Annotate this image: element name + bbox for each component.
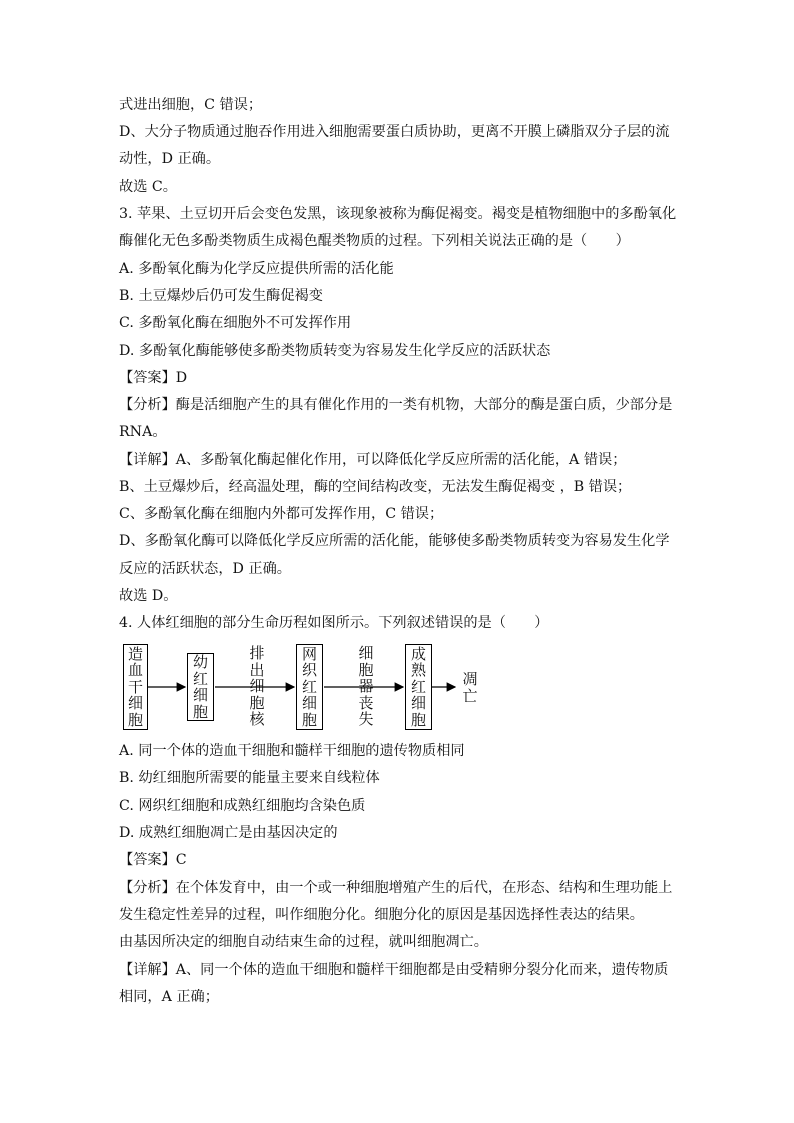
detail-text: C、多酚氧化酶在细胞内外都可发挥作用，C 错误； xyxy=(119,506,444,522)
answer-label: 【答案】C xyxy=(119,852,187,868)
box-label: 成 熟 红 细 胞 xyxy=(410,644,426,729)
analysis-text: 由基因所决定的细胞自动结束生命的过程，就叫细胞凋亡。 xyxy=(119,934,488,950)
arrow-label-organelle-loss xyxy=(356,645,376,728)
detail-text: D、多酚氧化酶可以降低化学反应所需的活化能，能够使多酚类物质转变为容易发生化学 xyxy=(119,533,670,549)
box-label: 造 血 干 细 胞 xyxy=(127,644,143,729)
option-b: B. 土豆爆炒后仍可发生酶促褐变 xyxy=(119,288,323,304)
question-3-stem: 3. 苹果、土豆切开后会变色发黑，该现象被称为酶促褐变。褐变是植物细胞中的多酚氧化 xyxy=(119,206,677,222)
analysis-text: 【分析】酶是活细胞产生的具有催化作用的一类有机物，大部分的酶是蛋白质，少部分是 xyxy=(119,397,673,413)
question-4-stem: 4. 人体红细胞的部分生命历程如图所示。下列叙述错误的是（ ） xyxy=(119,615,549,631)
end-label-apoptosis xyxy=(460,671,480,704)
detail-text: 反应的活跃状态，D 正确。 xyxy=(119,561,291,577)
option-c: C. 网织红细胞和成熟红细胞均含染色质 xyxy=(119,798,366,814)
analysis-text: 发生稳定性差异的过程，叫作细胞分化。细胞分化的原因是基因选择性表达的结果。 xyxy=(119,907,644,923)
box-mature-red-cell xyxy=(405,644,432,730)
detail-text: 相同，A 正确； xyxy=(119,989,219,1005)
text-line: 动性，D 正确。 xyxy=(119,151,221,167)
text-line: 故选 C。 xyxy=(119,179,177,195)
detail-text: 【详解】A、同一个体的造血干细胞和髓样干细胞都是由受精卵分裂分化而来，遗传物质 xyxy=(119,962,669,978)
box-label: 网 织 红 细 胞 xyxy=(301,644,317,729)
option-d: D. 成熟红细胞凋亡是由基因决定的 xyxy=(119,825,338,841)
option-c: C. 多酚氧化酶在细胞外不可发挥作用 xyxy=(119,315,352,331)
text-line: 式进出细胞，C 错误； xyxy=(119,97,263,113)
red-cell-lifecycle-diagram xyxy=(119,642,499,732)
box-hematopoietic-stem-cell xyxy=(123,644,148,730)
text-line: 故选 D。 xyxy=(119,588,178,604)
option-d: D. 多酚氧化酶能够使多酚类物质转变为容易发生化学反应的活跃状态 xyxy=(119,343,551,359)
text-line: D、大分子物质通过胞吞作用进入细胞需要蛋白质协助，更离不开膜上磷脂双分子层的流 xyxy=(119,124,670,140)
box-reticulocyte xyxy=(296,644,323,730)
option-a: A. 同一个体的造血干细胞和髓样干细胞的遗传物质相同 xyxy=(119,743,465,759)
option-b: B. 幼红细胞所需要的能量主要来自线粒体 xyxy=(119,770,380,786)
arrow-label-text: 排 出 细 胞 核 xyxy=(249,644,265,728)
box-label: 幼 红 细 胞 xyxy=(192,653,208,721)
detail-text: 【详解】A、多酚氧化酶起催化作用，可以降低化学反应所需的活化能，A 错误； xyxy=(119,452,627,468)
analysis-text: RNA。 xyxy=(119,424,167,440)
question-3-stem: 酶催化无色多酚类物质生成褐色醌类物质的过程。下列相关说法正确的是（ ） xyxy=(119,233,630,249)
answer-label: 【答案】D xyxy=(119,370,188,386)
detail-text: B、土豆爆炒后，经高温处理，酶的空间结构改变，无法发生酶促褐变 ，B 错误； xyxy=(119,479,632,495)
box-erythroblast xyxy=(187,653,214,721)
arrow-label-text: 细 胞 器 丧 失 xyxy=(358,644,374,728)
analysis-text: 【分析】在个体发育中，由一个或一种细胞增殖产生的后代，在形态、结构和生理功能上 xyxy=(119,880,673,896)
end-label-text: 凋 亡 xyxy=(462,670,478,705)
arrow-label-nucleus-removal xyxy=(247,645,267,728)
option-a: A. 多酚氧化酶为化学反应提供所需的活化能 xyxy=(119,261,394,277)
